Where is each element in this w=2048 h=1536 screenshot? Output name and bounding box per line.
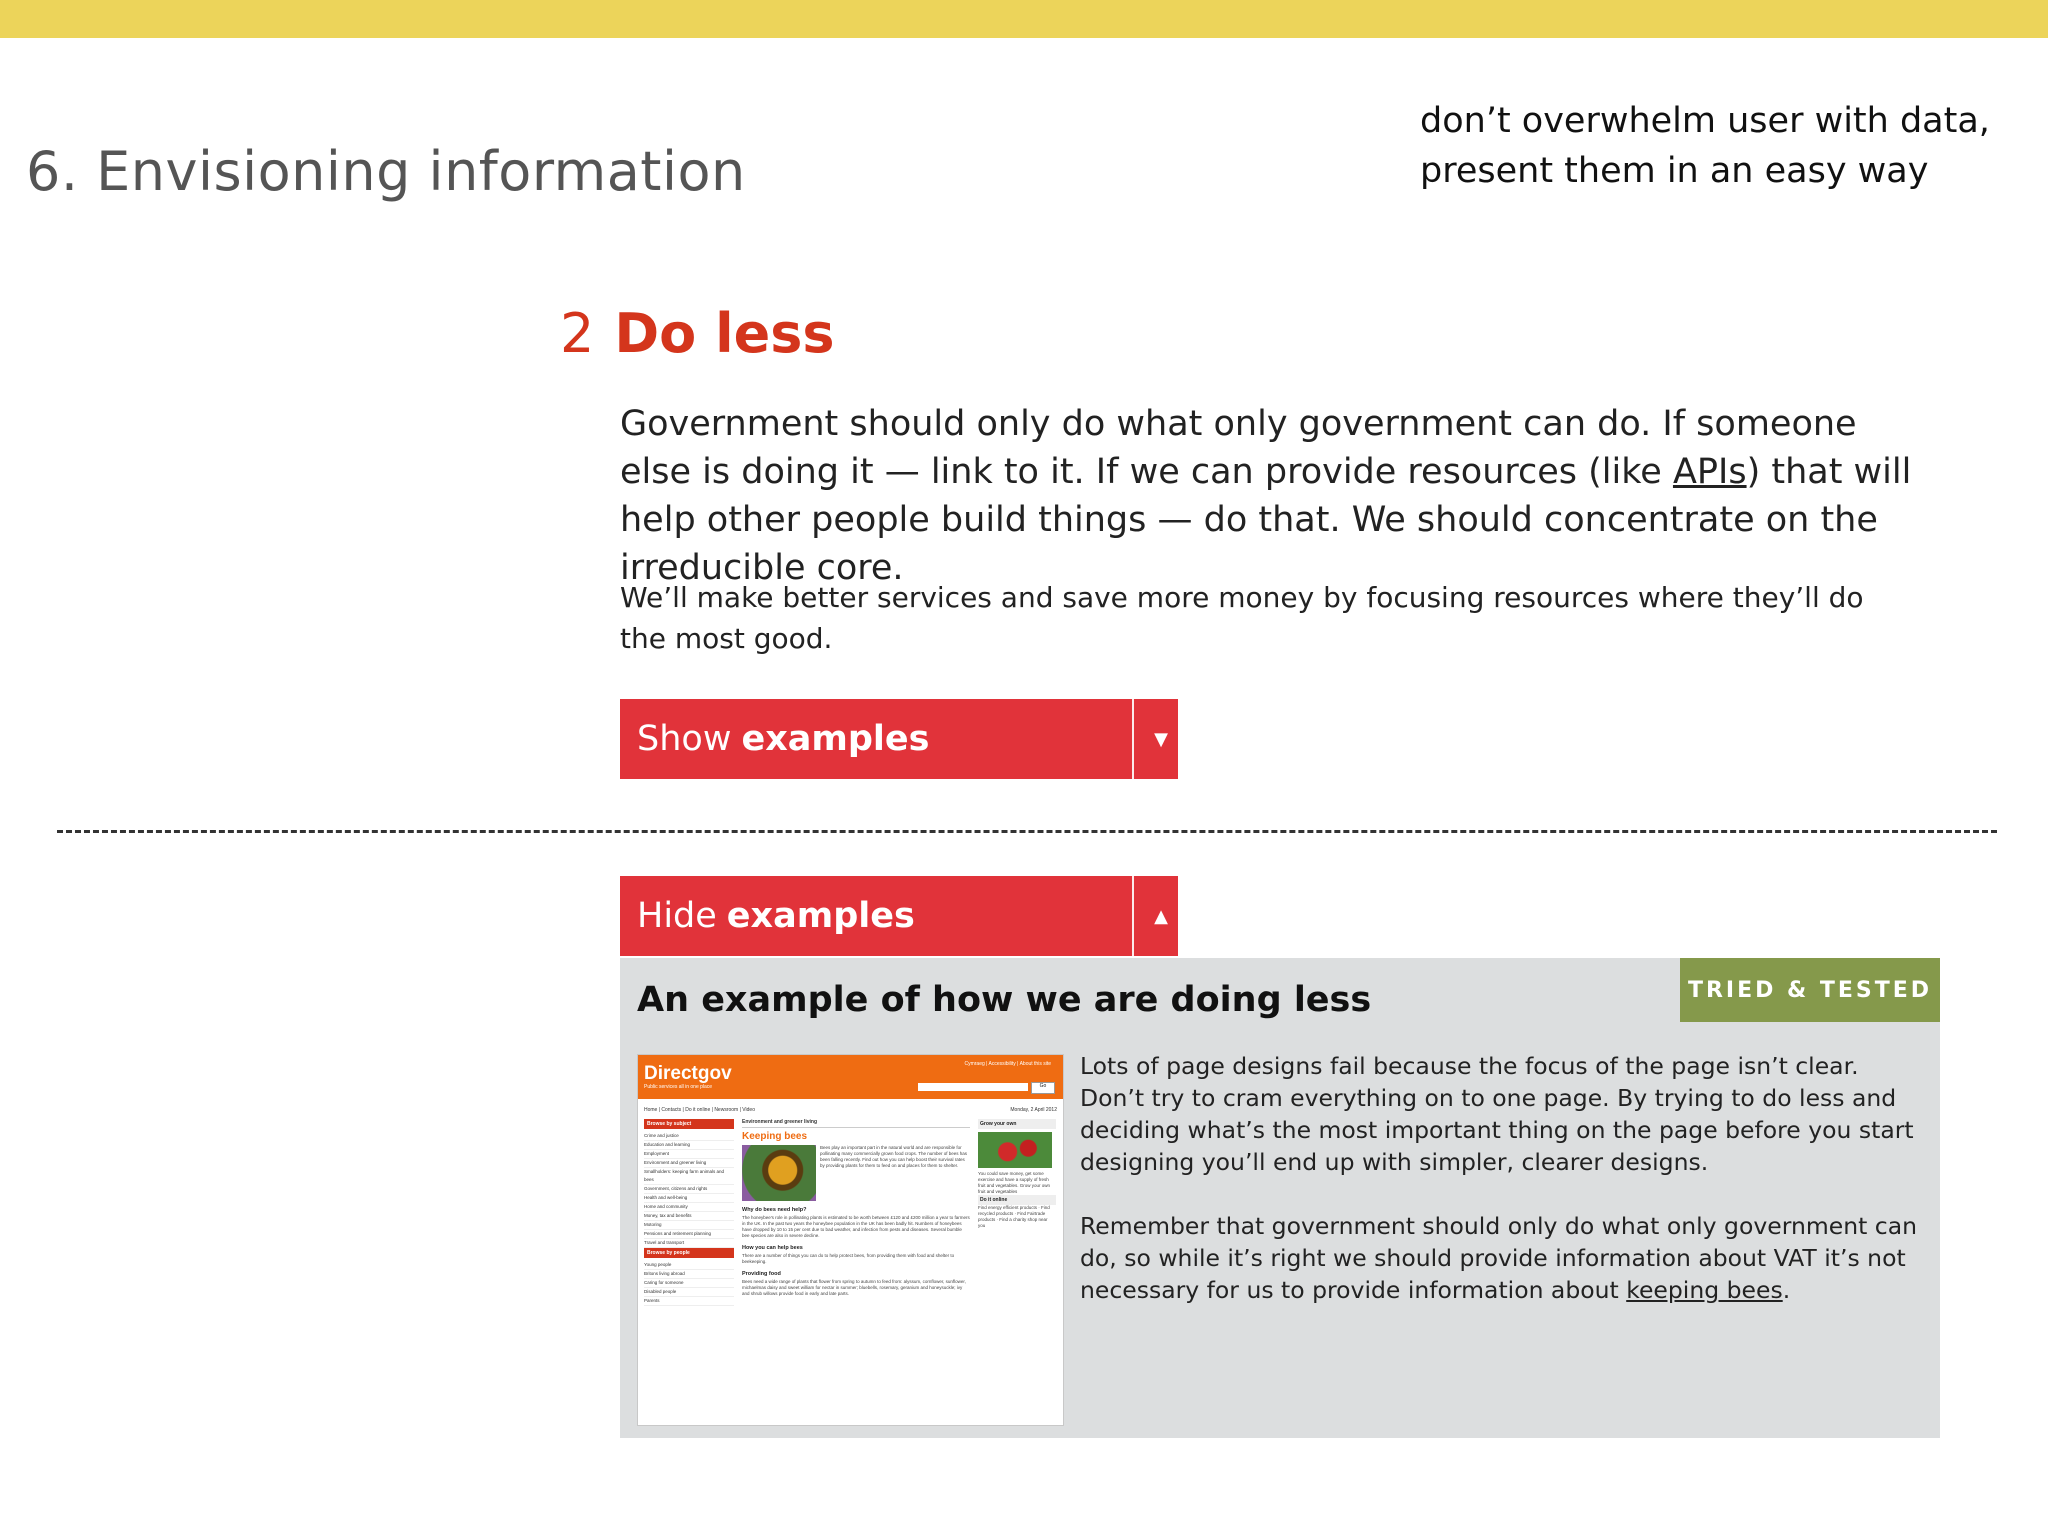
show-examples-label xyxy=(637,699,929,779)
thumb-right-text: You could save money, get some exercise and have a supply of fresh fruit and vegetables. Grow your own fruit and vegetables xyxy=(978,1171,1051,1194)
thumb-subheading: How you can help bees xyxy=(742,1245,803,1251)
hide-word: Hide xyxy=(637,896,717,936)
bee-photo xyxy=(742,1145,816,1201)
thumb-go-button: Go xyxy=(1031,1082,1055,1094)
thumb-paragraph: Bees need a wide range of plants that flower from spring to autumn to feed from: alyssum, cornflower, sunflower, michaelmas daisy and sweet william for nectar in summer; bluebells, rosemary, geranium and honeysuckle; ivy and shrub willows provide food in early and late parts. xyxy=(742,1279,966,1296)
thumb-left-link: Education and learning xyxy=(644,1141,734,1150)
thumb-left-link: Crime and justice xyxy=(644,1132,734,1141)
show-word: Show xyxy=(637,719,732,759)
dashed-divider xyxy=(57,830,1997,833)
thumb-right-heading: Grow your own xyxy=(978,1119,1056,1129)
thumb-left-column xyxy=(644,1119,734,1306)
thumb-left-link: Young people xyxy=(644,1261,734,1270)
principle-heading xyxy=(560,302,835,365)
thumb-left-link: Government, citizens and rights xyxy=(644,1185,734,1194)
panel-title: An example of how we are doing less xyxy=(637,980,1372,1020)
side-note-line-2: present them in an easy way xyxy=(1420,151,1929,191)
strawberry-photo xyxy=(978,1132,1052,1168)
thumb-right-column xyxy=(978,1119,1056,1229)
examples-panel xyxy=(620,958,1940,1438)
principle-number: 2 xyxy=(560,302,595,365)
thumb-header xyxy=(638,1055,1063,1099)
principle-subtext: We’ll make better services and save more money by focusing resources where they’ll do the most good. xyxy=(620,581,1864,655)
thumb-subheading: Why do bees need help? xyxy=(742,1207,807,1213)
lead-text-1: Government should only do what only government can do. If someone else is doing it — link to it. If we can provide resources (like xyxy=(620,404,1857,492)
panel-text xyxy=(1080,1050,1920,1338)
toggle-separator xyxy=(1132,876,1134,956)
thumb-tagline: Public services all in one place xyxy=(644,1084,713,1090)
lead-text-2: ) that will help other people build things — do that. We should concentrate on the irreducible core. xyxy=(620,452,1912,588)
show-examples-button[interactable] xyxy=(620,699,1178,779)
panel-paragraph-1: Lots of page designs fail because the focus of the page isn’t clear. Don’t try to cram everything on to one page. By trying to do less and deciding what’s the most important thing on the page before you start designing you’ll end up with simpler, clearer designs. xyxy=(1080,1052,1914,1176)
directgov-logo: Directgov xyxy=(644,1063,732,1084)
thumb-search-input xyxy=(918,1083,1028,1091)
hide-examples-label xyxy=(637,876,915,956)
para2-end: . xyxy=(1782,1276,1791,1304)
thumb-left-link: Smallholders: keeping farm animals and bees xyxy=(644,1168,734,1185)
para2-text: Remember that government should only do what only government can do, so while it’s right we should provide information about VAT it’s not necessary for us to provide information about xyxy=(1080,1212,1917,1304)
apis-link[interactable]: APIs xyxy=(1672,452,1747,492)
caret-down-icon: ▼ xyxy=(1154,728,1168,750)
thumb-left-link: Parents xyxy=(644,1297,734,1306)
thumb-right-heading-2: Do it online xyxy=(978,1195,1056,1205)
thumb-paragraph: There are a number of things you can do to help protect bees, from providing them with food and shelter to beekeeping. xyxy=(742,1253,955,1264)
side-note-line-1: don’t overwhelm user with data, xyxy=(1420,101,1990,141)
thumb-left-link: Money, tax and benefits xyxy=(644,1212,734,1221)
thumb-left-link: Employment xyxy=(644,1150,734,1159)
thumb-left-link: Motoring xyxy=(644,1221,734,1230)
thumb-right-links: Find energy efficient products · Find recycled products · Find Fairtrade products · Find a charity shop near you xyxy=(978,1205,1050,1228)
thumb-left-link: Pensions and retirement planning xyxy=(644,1230,734,1239)
thumb-left-heading: Browse by subject xyxy=(644,1119,734,1129)
thumb-date: Monday, 2 April 2012 xyxy=(1010,1107,1057,1113)
hide-examples-button[interactable] xyxy=(620,876,1178,956)
tried-tested-badge: TRIED & TESTED xyxy=(1680,958,1940,1022)
principle-lead xyxy=(620,400,1920,592)
thumb-left-link: Travel and transport xyxy=(644,1239,734,1248)
thumb-nav: Home | Contacts | Do it online | Newsroom | Video xyxy=(644,1107,755,1113)
thumb-top-links: Cymraeg | Accessibility | About this site xyxy=(964,1061,1051,1067)
panel-paragraph-2 xyxy=(1080,1210,1920,1306)
thumb-left-link: Health and well-being xyxy=(644,1194,734,1203)
caret-up-icon: ▲ xyxy=(1154,905,1168,927)
thumb-paragraph: The honeybee's role in pollinating plants is estimated to be worth between £120 and £200 million a year to farmers in the UK. In the past two years the honeybee population in the UK has been badly hit. Numbers of honeybees have dropped by 10 to 15 per cent due to bad weather, and infection from pests and diseases. Several bumble bee species are also in severe decline. xyxy=(742,1215,970,1238)
thumb-intro-row xyxy=(742,1145,970,1201)
examples-word: examples xyxy=(726,896,915,936)
thumb-intro: Bees play an important part in the natural world and are responsible for pollinating many commercially grown food crops. The number of bees has been falling recently. Find out how you can help boost their survival rates by providing plants for them to feed on and places for them to shelter. xyxy=(820,1145,967,1168)
thumb-heading: Keeping bees xyxy=(742,1131,808,1142)
keeping-bees-link[interactable]: keeping bees xyxy=(1626,1276,1783,1304)
thumb-crumb: Environment and greener living xyxy=(742,1119,970,1128)
thumb-left-link: Disabled people xyxy=(644,1288,734,1297)
thumb-left-link: Environment and greener living xyxy=(644,1159,734,1168)
examples-word: examples xyxy=(741,719,930,759)
directgov-screenshot xyxy=(637,1054,1064,1426)
thumb-left-link: Caring for someone xyxy=(644,1279,734,1288)
thumb-subheading: Providing food xyxy=(742,1271,781,1277)
thumb-left-heading-2: Browse by people xyxy=(644,1248,734,1258)
toggle-separator xyxy=(1132,699,1134,779)
slide-title: 6. Envisioning information xyxy=(26,140,746,203)
principle-title: Do less xyxy=(614,302,835,365)
top-accent-bar xyxy=(0,0,2048,38)
thumb-left-link: Britons living abroad xyxy=(644,1270,734,1279)
thumb-left-link: Home and community xyxy=(644,1203,734,1212)
side-note xyxy=(1420,96,2020,196)
thumb-main-column xyxy=(742,1119,970,1297)
